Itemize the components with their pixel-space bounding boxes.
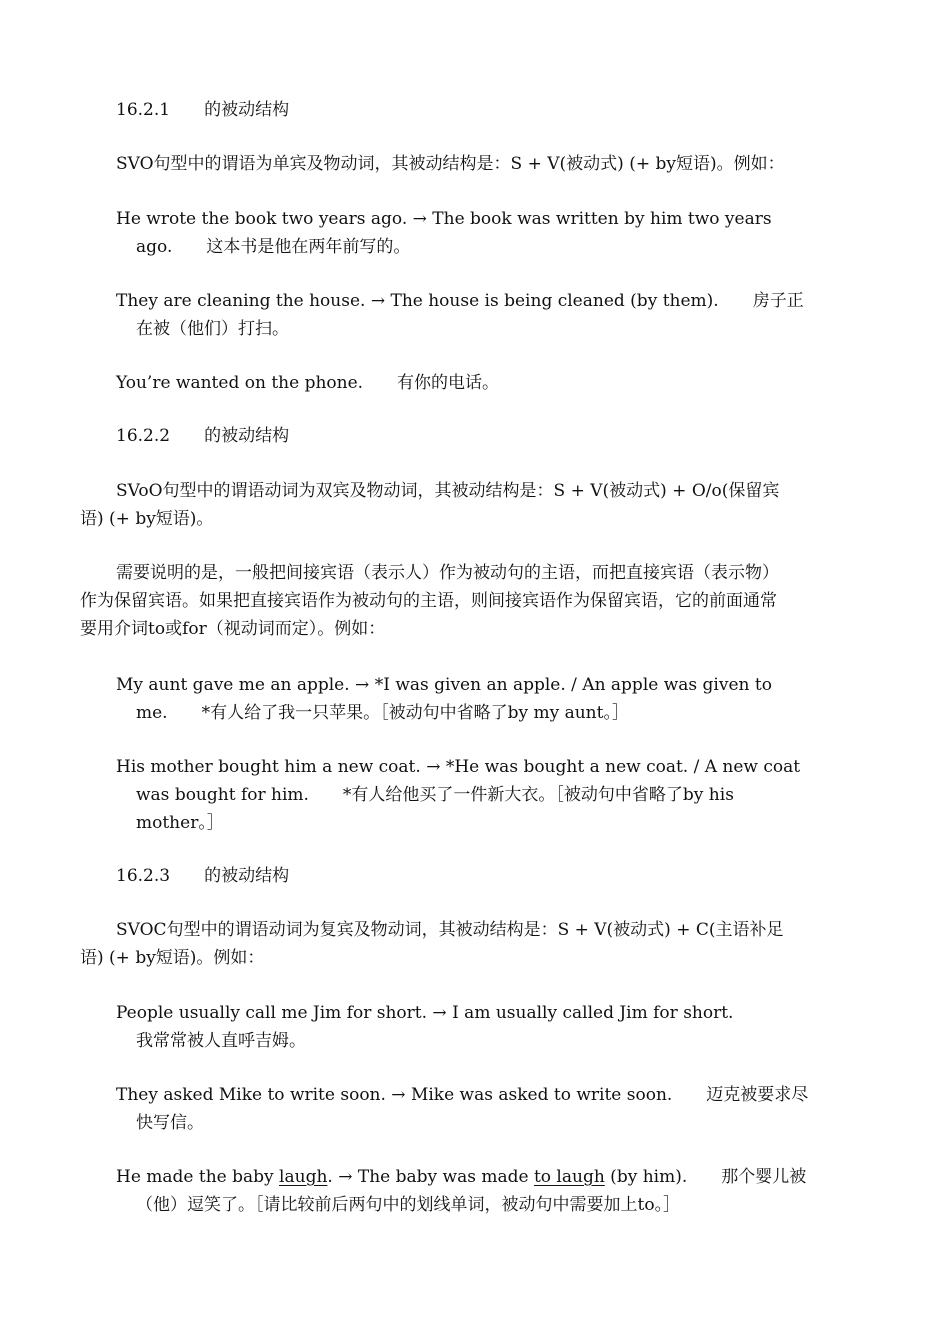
section-heading-16-2-2: 16.2.2 的被动结构 bbox=[116, 426, 290, 446]
paragraph-line: SVOC句型中的谓语动词为复宾及物动词，其被动结构是：S + V(被动式) + C(主语补足 bbox=[116, 920, 784, 940]
example-line: me. *有人给了我一只苹果。［被动句中省略了by my aunt。］ bbox=[136, 703, 629, 723]
underlined-word: to laugh bbox=[533, 1167, 605, 1187]
example-line: He wrote the book two years ago. → The book was written by him two years bbox=[116, 209, 772, 229]
example-line: His mother bought him a new coat. → *He was bought a new coat. / A new coat bbox=[116, 757, 801, 777]
paragraph-line: 语) (+ by短语)。 bbox=[80, 509, 214, 529]
section-intro bbox=[80, 916, 870, 972]
example-line: You’re wanted on the phone. 有你的电话。 bbox=[116, 373, 500, 393]
explanation-paragraph bbox=[80, 559, 870, 643]
example-item bbox=[116, 369, 876, 397]
example-text: (by him). 那个婴儿被 bbox=[604, 1167, 807, 1187]
example-line: My aunt gave me an apple. → *I was given an apple. / An apple was given to bbox=[116, 675, 772, 695]
section-intro bbox=[80, 477, 870, 533]
underlined-word: laugh bbox=[279, 1167, 328, 1187]
example-line: People usually call me Jim for short. → I am usually called Jim for short. bbox=[116, 1003, 734, 1023]
example-line: mother。］ bbox=[136, 813, 224, 833]
example-line: ago. 这本书是他在两年前写的。 bbox=[136, 237, 411, 257]
example-item bbox=[116, 1163, 876, 1219]
example-line: 在被（他们）打扫。 bbox=[136, 319, 289, 339]
example-item bbox=[116, 287, 876, 343]
example-line bbox=[116, 1163, 876, 1191]
paragraph-line: 作为保留宾语。如果把直接宾语作为被动句的主语，则间接宾语作为保留宾语，它的前面通常 bbox=[80, 591, 777, 611]
example-line: They are cleaning the house. → The house is being cleaned (by them). 房子正 bbox=[116, 291, 804, 311]
example-text: . → The baby was made bbox=[327, 1167, 534, 1187]
section-heading-16-2-1: 16.2.1 的被动结构 bbox=[116, 100, 290, 120]
example-line: 我常常被人直呼吉姆。 bbox=[136, 1031, 306, 1051]
paragraph-line: 要用介词to或for（视动词而定）。例如： bbox=[80, 619, 386, 639]
section-heading-16-2-3: 16.2.3 的被动结构 bbox=[116, 866, 290, 886]
example-item bbox=[116, 1081, 876, 1137]
example-line: 快写信。 bbox=[136, 1113, 204, 1133]
example-item bbox=[116, 671, 876, 727]
example-item bbox=[116, 999, 876, 1055]
example-line: （他）逗笑了。［请比较前后两句中的划线单词，被动句中需要加上to。］ bbox=[136, 1195, 681, 1215]
example-line: was bought for him. *有人给他买了一件新大衣。［被动句中省略了by his bbox=[136, 785, 734, 805]
example-line: They asked Mike to write soon. → Mike was asked to write soon. 迈克被要求尽 bbox=[116, 1085, 809, 1105]
section-intro: SVO句型中的谓语为单宾及物动词，其被动结构是：S + V(被动式) (+ by短语)。例如： bbox=[116, 154, 785, 174]
example-text: He made the baby bbox=[116, 1167, 280, 1187]
paragraph-line: 语) (+ by短语)。例如： bbox=[80, 948, 265, 968]
paragraph-line: 需要说明的是，一般把间接宾语（表示人）作为被动句的主语，而把直接宾语（表示物） bbox=[116, 563, 779, 583]
paragraph-line: SVoO句型中的谓语动词为双宾及物动词，其被动结构是：S + V(被动式) + O/o(保留宾 bbox=[116, 481, 780, 501]
example-item bbox=[116, 205, 876, 261]
example-item bbox=[116, 753, 876, 837]
